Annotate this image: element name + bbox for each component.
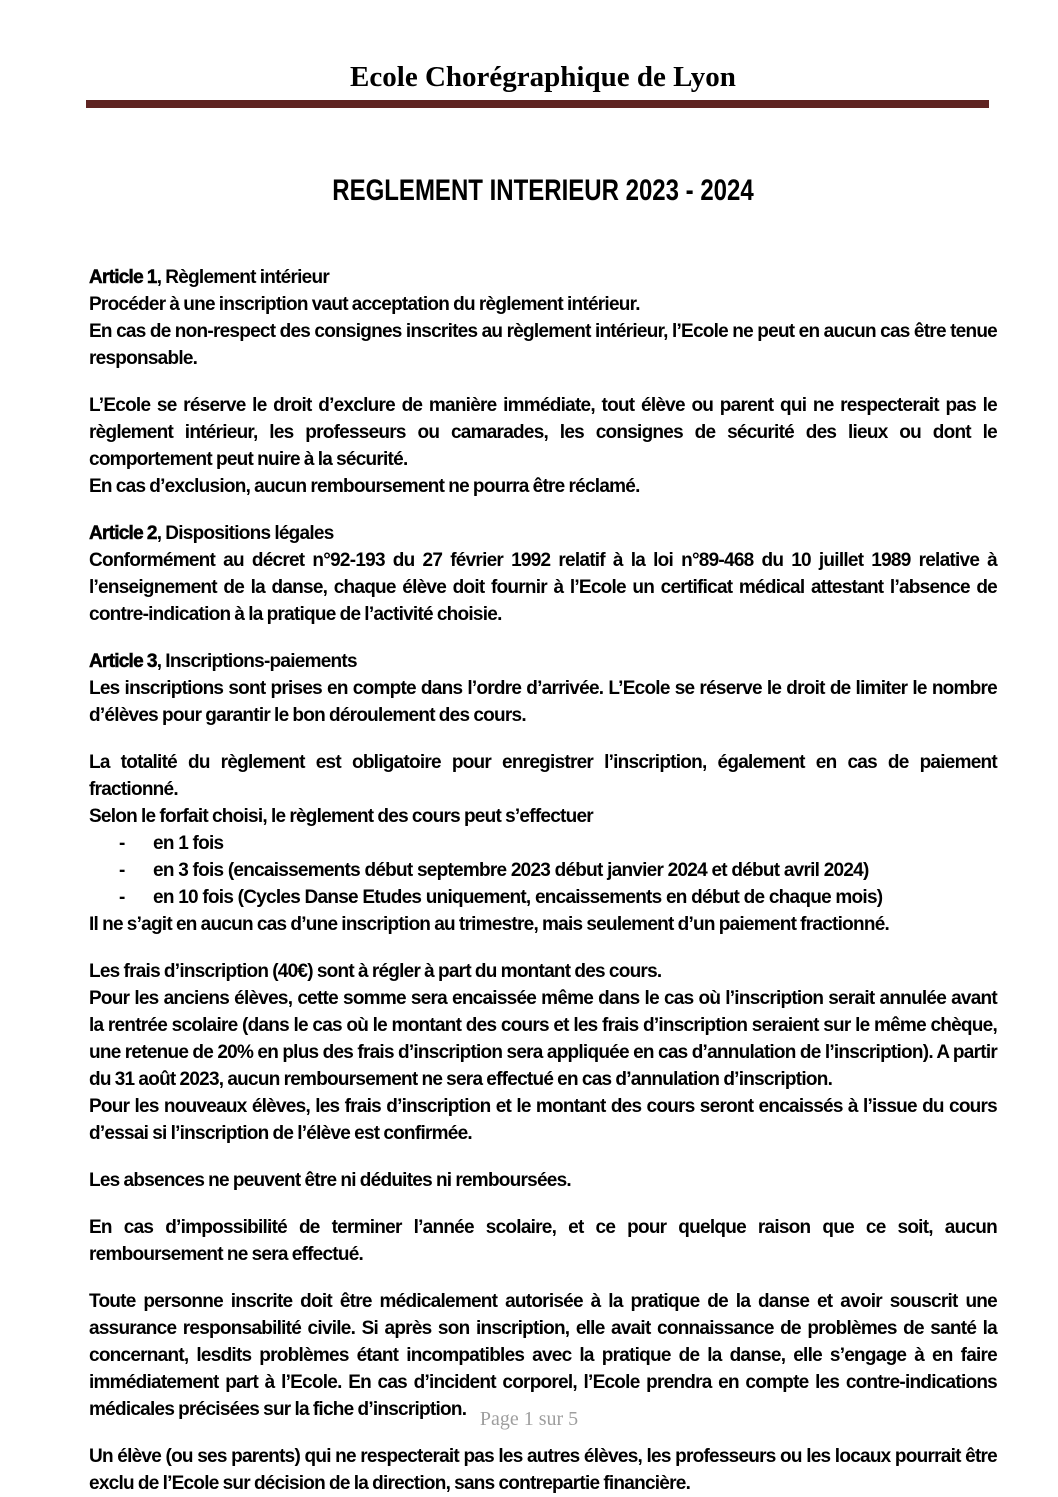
- article-3-subtitle: , Inscriptions-paiements: [156, 651, 357, 672]
- paragraph: La totalité du règlement est obligatoire pour enregistrer l’inscription, également en cas de paiement fractionné.: [89, 752, 997, 800]
- paragraph: Les absences ne peuvent être ni déduites ni remboursées.: [89, 1170, 571, 1191]
- article-1-heading: [89, 264, 997, 291]
- paragraph: Les frais d’inscription (40€) sont à régler à part du montant des cours.: [89, 961, 662, 982]
- paragraph: Toute personne inscrite doit être médicalement autorisée à la pratique de la danse et avoir souscrit une assurance responsabilité civile. Si après son inscription, elle avait connaissance de problèmes de santé la concernant, lesdits problèmes étant incompatibles avec la pratique de la danse, elle s’engage à en faire immédiatement part à l’Ecole. En cas d’incident corporel, l’Ecole prendra en compte les contre-indications médicales précisées sur la fiche d’inscription.: [89, 1291, 997, 1420]
- document-body: [89, 264, 997, 1497]
- article-3-label: Article 3: [89, 651, 157, 672]
- paragraph: Les inscriptions sont prises en compte dans l’ordre d’arrivée. L’Ecole se réserve le droit de limiter le nombre d’élèves pour garantir le bon déroulement des cours.: [89, 678, 997, 726]
- paragraph: Un élève (ou ses parents) qui ne respecterait pas les autres élèves, les professeurs ou les locaux pourrait être exclu de l’Ecole sur décision de la direction, sans contrepartie financière.: [89, 1446, 997, 1494]
- paragraph: L’Ecole se réserve le droit d’exclure de manière immédiate, tout élève ou parent qui ne respecterait pas le règlement intérieur, les professeurs ou camarades, les consignes de sécurité des lieux ou dont le comportement peut nuire à la sécurité.: [89, 395, 997, 470]
- list-item-text: en 10 fois (Cycles Danse Etudes uniquement, encaissements en début de chaque mois): [153, 887, 883, 908]
- paragraph: Pour les anciens élèves, cette somme sera encaissée même dans le cas où l’inscription serait annulée avant la rentrée scolaire (dans le cas où le montant des cours et les frais d’inscription seraient sur le même chèque, une retenue de 20% en plus des frais d’inscription sera appliquée en cas d’annulation de l’inscription). A partir du 31 août 2023, aucun remboursement ne sera effectué en cas d’annulation d’inscription.: [89, 988, 997, 1090]
- paragraph: En cas d’exclusion, aucun remboursement ne pourra être réclamé.: [89, 476, 640, 497]
- bullet-dash: -: [119, 887, 125, 908]
- document-title: REGLEMENT INTERIEUR 2023 - 2024: [332, 174, 754, 207]
- article-3-heading: [89, 648, 997, 675]
- paragraph: En cas d’impossibilité de terminer l’année scolaire, et ce pour quelque raison que ce soit, aucun remboursement ne sera effectué.: [89, 1217, 997, 1265]
- list-item: [89, 857, 997, 884]
- list-item: [89, 884, 997, 911]
- bullet-dash: -: [119, 860, 125, 881]
- paragraph: En cas de non-respect des consignes inscrites au règlement intérieur, l’Ecole ne peut en aucun cas être tenue responsable.: [89, 321, 997, 369]
- header-double-rule: [86, 100, 989, 108]
- bullet-dash: -: [119, 833, 125, 854]
- page-header: [89, 60, 997, 108]
- paragraph: Procéder à une inscription vaut acceptation du règlement intérieur.: [89, 294, 640, 315]
- school-name-title: Ecole Chorégraphique de Lyon: [350, 61, 736, 93]
- article-1-subtitle: , Règlement intérieur: [156, 267, 329, 288]
- article-2-heading: [89, 520, 997, 547]
- list-item-text: en 3 fois (encaissements début septembre 2023 début janvier 2024 et début avril 2024): [153, 860, 869, 881]
- article-2-label: Article 2: [89, 523, 157, 544]
- paragraph: Il ne s’agit en aucun cas d’une inscription au trimestre, mais seulement d’un paiement fractionné.: [89, 914, 890, 935]
- article-1-label: Article 1: [89, 267, 157, 288]
- list-item-text: en 1 fois: [153, 833, 224, 854]
- paragraph: Conformément au décret n°92-193 du 27 février 1992 relatif à la loi n°89-468 du 10 juillet 1989 relative à l’enseignement de la danse, chaque élève doit fournir à l’Ecole un certificat médical attestant l’absence de contre-indication à la pratique de l’activité choisie.: [89, 550, 997, 625]
- paragraph: Selon le forfait choisi, le règlement des cours peut s’effectuer: [89, 806, 593, 827]
- article-2-subtitle: , Dispositions légales: [156, 523, 334, 544]
- paragraph: Pour les nouveaux élèves, les frais d’inscription et le montant des cours seront encaissés à l’issue du cours d’essai si l’inscription de l’élève est confirmée.: [89, 1096, 997, 1144]
- page-number: Page 1 sur 5: [479, 1408, 579, 1430]
- list-item: [89, 830, 997, 857]
